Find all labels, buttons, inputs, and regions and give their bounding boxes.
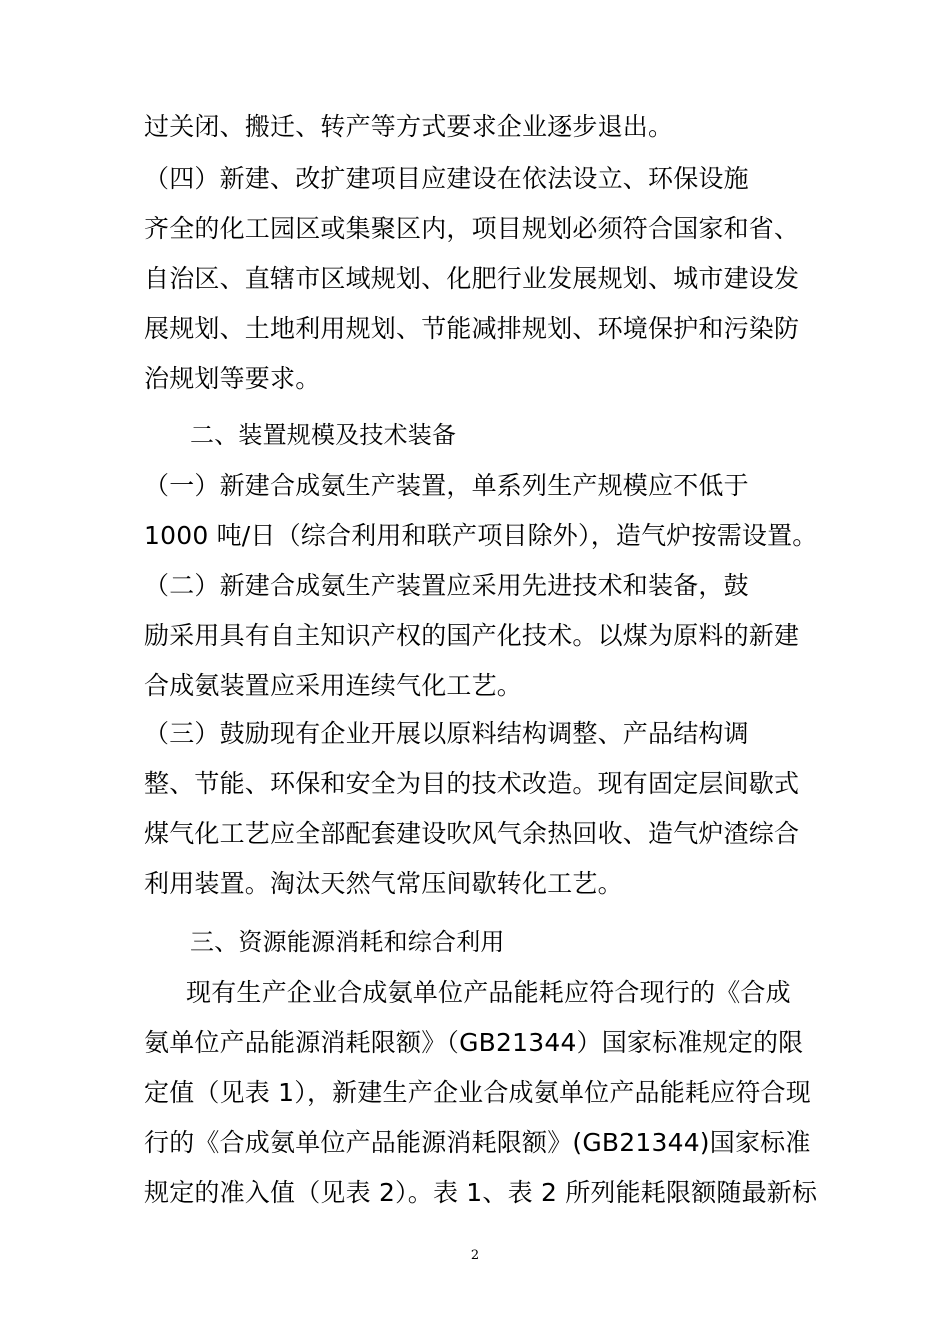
body-text-line: 规定的准入值（见表 2）。表 1、表 2 所列能耗限额随最新标 [144, 1178, 818, 1207]
page-number: 2 [470, 1248, 480, 1263]
body-text-line: 煤气化工艺应全部配套建设吹风气余热回收、造气炉渣综合 [144, 819, 800, 848]
body-text-line: 过关闭、搬迁、转产等方式要求企业逐步退出。 [144, 112, 674, 141]
body-text-line: 氨单位产品能源消耗限额》（GB21344）国家标准规定的限 [144, 1028, 804, 1057]
section-heading: 二、装置规模及技术装备 [190, 421, 457, 449]
body-text-line: 齐全的化工园区或集聚区内，项目规划必须符合国家和省、 [144, 214, 800, 243]
body-text-line: 现有生产企业合成氨单位产品能耗应符合现行的《合成 [186, 978, 791, 1007]
body-text-line: （三）鼓励现有企业开展以原料结构调整、产品结构调 [144, 719, 749, 748]
section-heading: 三、资源能源消耗和综合利用 [190, 928, 505, 956]
body-text-line: （四）新建、改扩建项目应建设在依法设立、环保设施 [144, 164, 749, 193]
body-text-line: 定值（见表 1），新建生产企业合成氨单位产品能耗应符合现 [144, 1078, 811, 1107]
body-text-line: 合成氨装置应采用连续气化工艺。 [144, 671, 523, 700]
body-text-line: 治规划等要求。 [144, 364, 321, 393]
body-text-line: 整、节能、环保和安全为目的技术改造。现有固定层间歇式 [144, 769, 800, 798]
body-text-line: 利用装置。淘汰天然气常压间歇转化工艺。 [144, 869, 623, 898]
body-text-line: （一）新建合成氨生产装置，单系列生产规模应不低于 [144, 471, 749, 500]
body-text-line: 展规划、土地利用规划、节能减排规划、环境保护和污染防 [144, 314, 800, 343]
body-text-line: 自治区、直辖市区域规划、化肥行业发展规划、城市建设发 [144, 264, 800, 293]
body-text-line: 行的《合成氨单位产品能源消耗限额》(GB21344)国家标准 [144, 1128, 811, 1157]
body-text-line: （二）新建合成氨生产装置应采用先进技术和装备，鼓 [144, 571, 749, 600]
body-text-line: 励采用具有自主知识产权的国产化技术。以煤为原料的新建 [144, 621, 800, 650]
body-text-line: 1000 吨/日（综合利用和联产项目除外），造气炉按需设置。 [144, 521, 818, 550]
